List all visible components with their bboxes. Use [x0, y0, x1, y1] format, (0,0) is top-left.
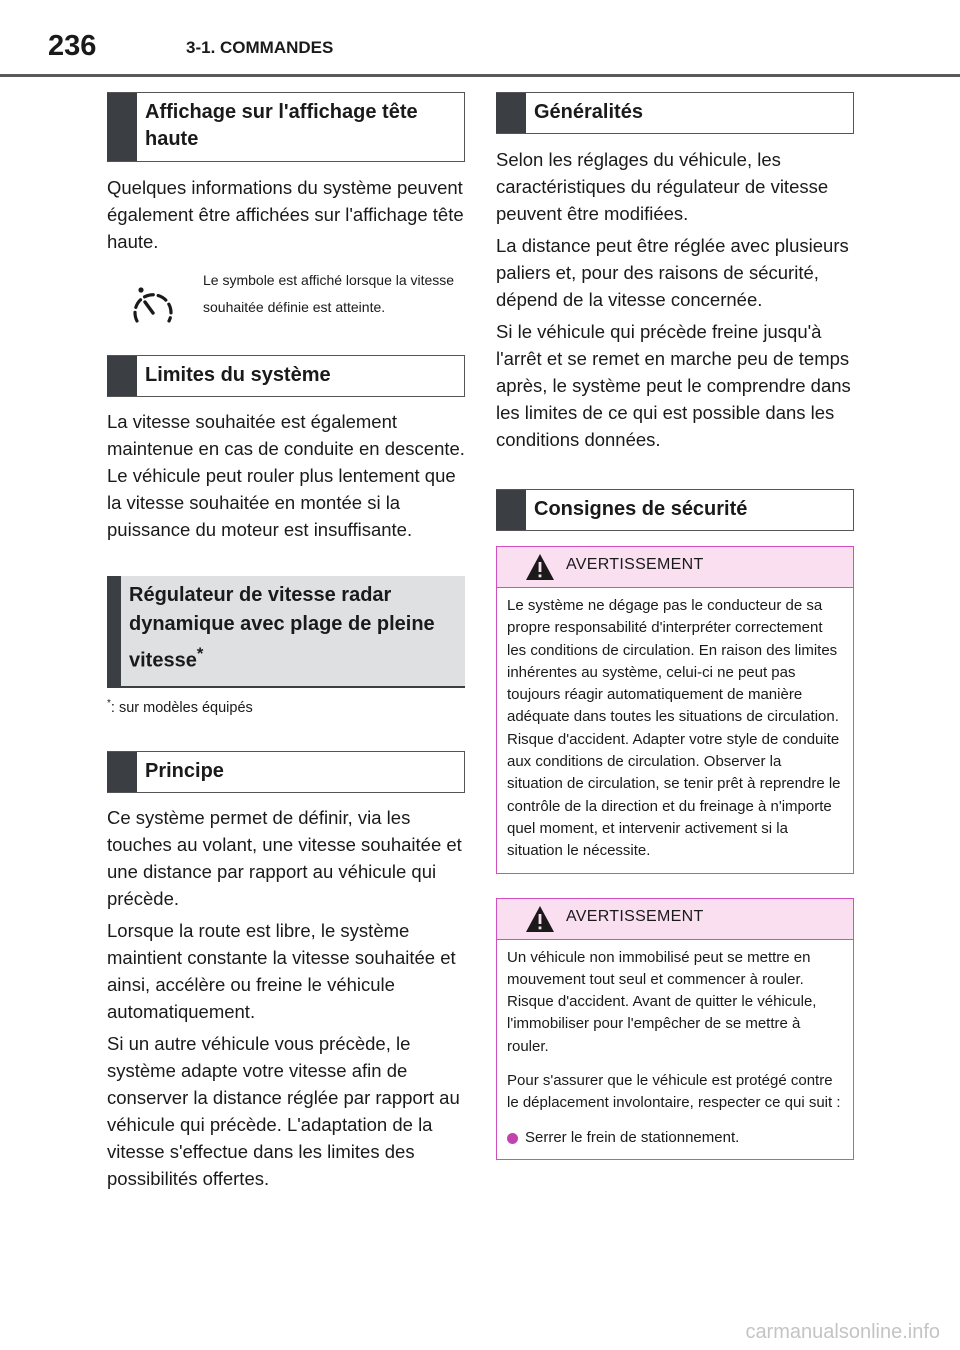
heading-principe-text: Principe	[145, 760, 224, 783]
warning-bullet-text: Serrer le frein de stationnement.	[525, 1128, 740, 1146]
page-number: 236	[48, 30, 97, 62]
footnote	[107, 698, 465, 716]
footnote-mark: *	[107, 697, 111, 709]
heading-general	[496, 92, 854, 134]
left-column	[107, 92, 465, 1192]
warning-text-1: Le système ne dégage pas le conducteur de sa propre responsabilité d'interpréter correctement les conditions de circulation. En raison des limites inhérentes au système, celui-ci ne peut pas toujours réagir automatiquement de manière adéquate dans toutes les situations de circulation. Risque d'accident. Adapter votre style de conduite aux conditions de circulation. Observer la situation de circulation, se tenir prêt à reprendre le contrôle de la direction et du freinage à n'importe quel moment, et intervenir activement si la situation le nécessite.	[507, 597, 841, 860]
paragraph-general-3: Si le véhicule qui précède freine jusqu'à l'arrêt et se remet en marche peu de temps après, le système peut le comprendre dans les limites de ce qui est possible dans les conditions données.	[496, 321, 851, 450]
hud-symbol-description: Le symbole est affiché lorsque la vitesse souhaitée définie est atteinte.	[203, 272, 455, 315]
warning-text-2b: Pour s'assurer que le véhicule est protégé contre le déplacement involontaire, respecter ce qui suit :	[507, 1072, 841, 1112]
warning-box-2	[496, 898, 854, 1160]
heading-safety-text: Consignes de sécurité	[534, 498, 748, 520]
warning-triangle-icon	[525, 553, 555, 581]
warning-box-1	[496, 546, 854, 874]
warning-label-1: AVERTISSEMENT	[566, 556, 704, 573]
speedometer-check-icon	[131, 285, 201, 345]
heading-general-text: Généralités	[534, 101, 643, 123]
watermark: carmanualsonline.info	[745, 1321, 940, 1343]
paragraph-general-1: Selon les réglages du véhicule, les caractéristiques du régulateur de vitesse peuvent être modifiées.	[496, 149, 829, 224]
paragraph-general-2: La distance peut être réglée avec plusieurs paliers et, pour des raisons de sécurité, dépend de la vitesse concernée.	[496, 235, 849, 310]
heading-principe	[107, 751, 465, 793]
warning-bullet	[507, 1127, 841, 1149]
heading-safety	[496, 489, 854, 531]
bullet-dot-icon	[507, 1133, 518, 1144]
paragraph-hud: Quelques informations du système peuvent également être affichées sur l'affichage tête haute.	[107, 177, 464, 252]
warning-triangle-icon	[525, 905, 555, 933]
hud-symbol-row	[107, 267, 465, 327]
paragraph-principe-3: Si un autre véhicule vous précède, le système adapte votre vitesse afin de conserver la distance réglée par rapport au véhicule qui précède. L'adaptation de la vitesse s'effectue dans les limites des possibilités offertes.	[107, 1033, 460, 1190]
right-column	[496, 92, 854, 1160]
heading-radar-cruise-text: Régulateur de vitesse radar dynamique avec plage de pleine vitesse	[129, 584, 435, 672]
heading-limits	[107, 355, 465, 397]
warning-label-2: AVERTISSEMENT	[566, 907, 704, 925]
section-title: 3-1. COMMANDES	[186, 38, 334, 57]
paragraph-principe-1: Ce système permet de définir, via les touches au volant, une vitesse souhaitée et une distance par rapport au véhicule qui précède.	[107, 807, 462, 910]
heading-radar-cruise	[107, 576, 465, 688]
warning-text-2a: Un véhicule non immobilisé peut se mettre en mouvement tout seul et commencer à rouler. Risque d'accident. Avant de quitter le véhicule, l'immobiliser pour l'empêcher de se mettre à rouler.	[507, 948, 817, 1055]
heading-hud	[107, 92, 465, 162]
page-header	[0, 0, 960, 78]
heading-hud-text: Affichage sur l'affichage tête haute	[145, 101, 418, 150]
warning-header-1	[497, 547, 853, 588]
header-divider	[0, 74, 960, 77]
paragraph-principe-2: Lorsque la route est libre, le système maintient constante la vitesse souhaitée et ainsi, accélère ou freine le véhicule automatiquement.	[107, 920, 456, 1023]
warning-header-2	[497, 899, 853, 940]
footnote-text: : sur modèles équipés	[110, 699, 253, 716]
paragraph-limits: La vitesse souhaitée est également maintenue en cas de conduite en descente. Le véhicule peut rouler plus lentement que la vitesse souhaitée en montée si la puissance du moteur est insuffisante.	[107, 411, 465, 540]
heading-limits-text: Limites du système	[145, 364, 331, 386]
asterisk-mark: *	[196, 644, 204, 663]
